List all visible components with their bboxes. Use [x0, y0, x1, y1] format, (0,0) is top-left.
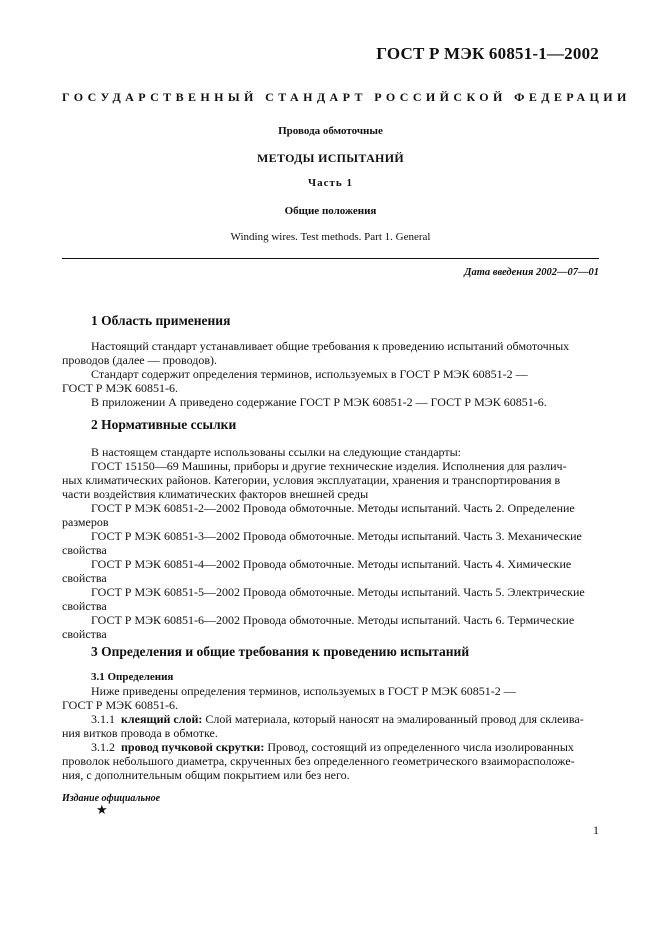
section-3-body	[62, 670, 599, 782]
reference-line: ГОСТ Р МЭК 60851-2—2002 Провода обмоточные. Методы испытаний. Часть 2. Определение	[91, 501, 575, 515]
definition-term: клеящий слой:	[121, 712, 203, 726]
effective-date: Дата введения 2002—07—01	[464, 267, 599, 278]
reference-line: ГОСТ 15150—69 Машины, приборы и другие технические изделия. Исполнения для различ-	[91, 459, 567, 473]
reference-line: свойства	[62, 599, 107, 613]
paragraph: Стандарт содержит определения терминов, используемых в ГОСТ Р МЭК 60851-2 —	[91, 367, 528, 381]
header-divider	[62, 258, 599, 259]
subsection-heading: 3.1 Определения	[91, 671, 174, 683]
reference-line: ГОСТ Р МЭК 60851-4—2002 Провода обмоточные. Методы испытаний. Часть 4. Химические	[91, 557, 572, 571]
reference-line: ных климатических районов. Категории, условия эксплуатации, хранения и транспортирования в	[62, 473, 561, 487]
paragraph-continuation: ГОСТ Р МЭК 60851-6.	[62, 381, 179, 395]
standard-title: МЕТОДЫ ИСПЫТАНИЙ	[257, 151, 404, 165]
agency-title: ГОСУДАРСТВЕННЫЙ СТАНДАРТ РОССИЙСКОЙ ФЕДЕРАЦИИ	[62, 90, 631, 104]
reference-line: ГОСТ Р МЭК 60851-6—2002 Провода обмоточные. Методы испытаний. Часть 6. Термические	[91, 613, 575, 627]
definition-term: провод пучковой скрутки:	[121, 740, 265, 754]
reference-line: свойства	[62, 627, 107, 641]
definition-text: Слой материала, который наносят на эмалированный провод для склеива-	[205, 712, 584, 726]
section-1-heading: 1 Область применения	[91, 313, 231, 328]
paragraph-continuation: проводов (далее — проводов).	[62, 353, 218, 367]
section-3-heading: 3 Определения и общие требования к проведению испытаний	[91, 644, 470, 659]
star-icon: ★	[96, 803, 108, 818]
official-edition-label: Издание официальное	[62, 793, 161, 804]
english-title: Winding wires. Test methods. Part 1. General	[230, 231, 431, 243]
definition-text: Провод, состоящий из определенного числа изолированных	[267, 740, 574, 754]
section-2-heading: 2 Нормативные ссылки	[91, 417, 237, 432]
reference-line: свойства	[62, 543, 107, 557]
reference-line: размеров	[62, 515, 109, 529]
reference-line: свойства	[62, 571, 107, 585]
reference-line: части воздействия климатических факторов внешней среды	[62, 487, 369, 501]
paragraph-continuation: ГОСТ Р МЭК 60851-6.	[62, 698, 179, 712]
paragraph: Ниже приведены определения терминов, используемых в ГОСТ Р МЭК 60851-2 —	[91, 684, 516, 698]
reference-line: ГОСТ Р МЭК 60851-3—2002 Провода обмоточные. Методы испытаний. Часть 3. Механические	[91, 529, 582, 543]
page-number: 1	[593, 823, 599, 837]
standard-subject: Провода обмоточные	[278, 125, 383, 137]
definition-number: 3.1.1	[91, 712, 115, 726]
standard-part: Часть 1	[308, 177, 353, 189]
definition-line	[91, 712, 599, 726]
paragraph: Настоящий стандарт устанавливает общие требования к проведению испытаний обмоточных	[91, 339, 570, 353]
reference-line: ГОСТ Р МЭК 60851-5—2002 Провода обмоточные. Методы испытаний. Часть 5. Электрические	[91, 585, 585, 599]
standard-subtitle: Общие положения	[284, 205, 377, 217]
definition-line	[91, 740, 599, 754]
definition-continuation: ния, с дополнительным общим покрытием или без него.	[62, 768, 350, 782]
definition-continuation: проволок небольшого диаметра, скрученных без определенного геометрического взаиморасположе-	[62, 754, 575, 768]
paragraph: В приложении А приведено содержание ГОСТ Р МЭК 60851-2 — ГОСТ Р МЭК 60851-6.	[91, 395, 547, 409]
reference-line: В настоящем стандарте использованы ссылки на следующие стандарты:	[91, 445, 462, 459]
section-2-body	[62, 445, 599, 641]
section-1-body	[62, 339, 599, 409]
definition-continuation: ния витков провода в обмотке.	[62, 726, 218, 740]
definition-number: 3.1.2	[91, 740, 115, 754]
document-id: ГОСТ Р МЭК 60851-1—2002	[376, 44, 599, 63]
